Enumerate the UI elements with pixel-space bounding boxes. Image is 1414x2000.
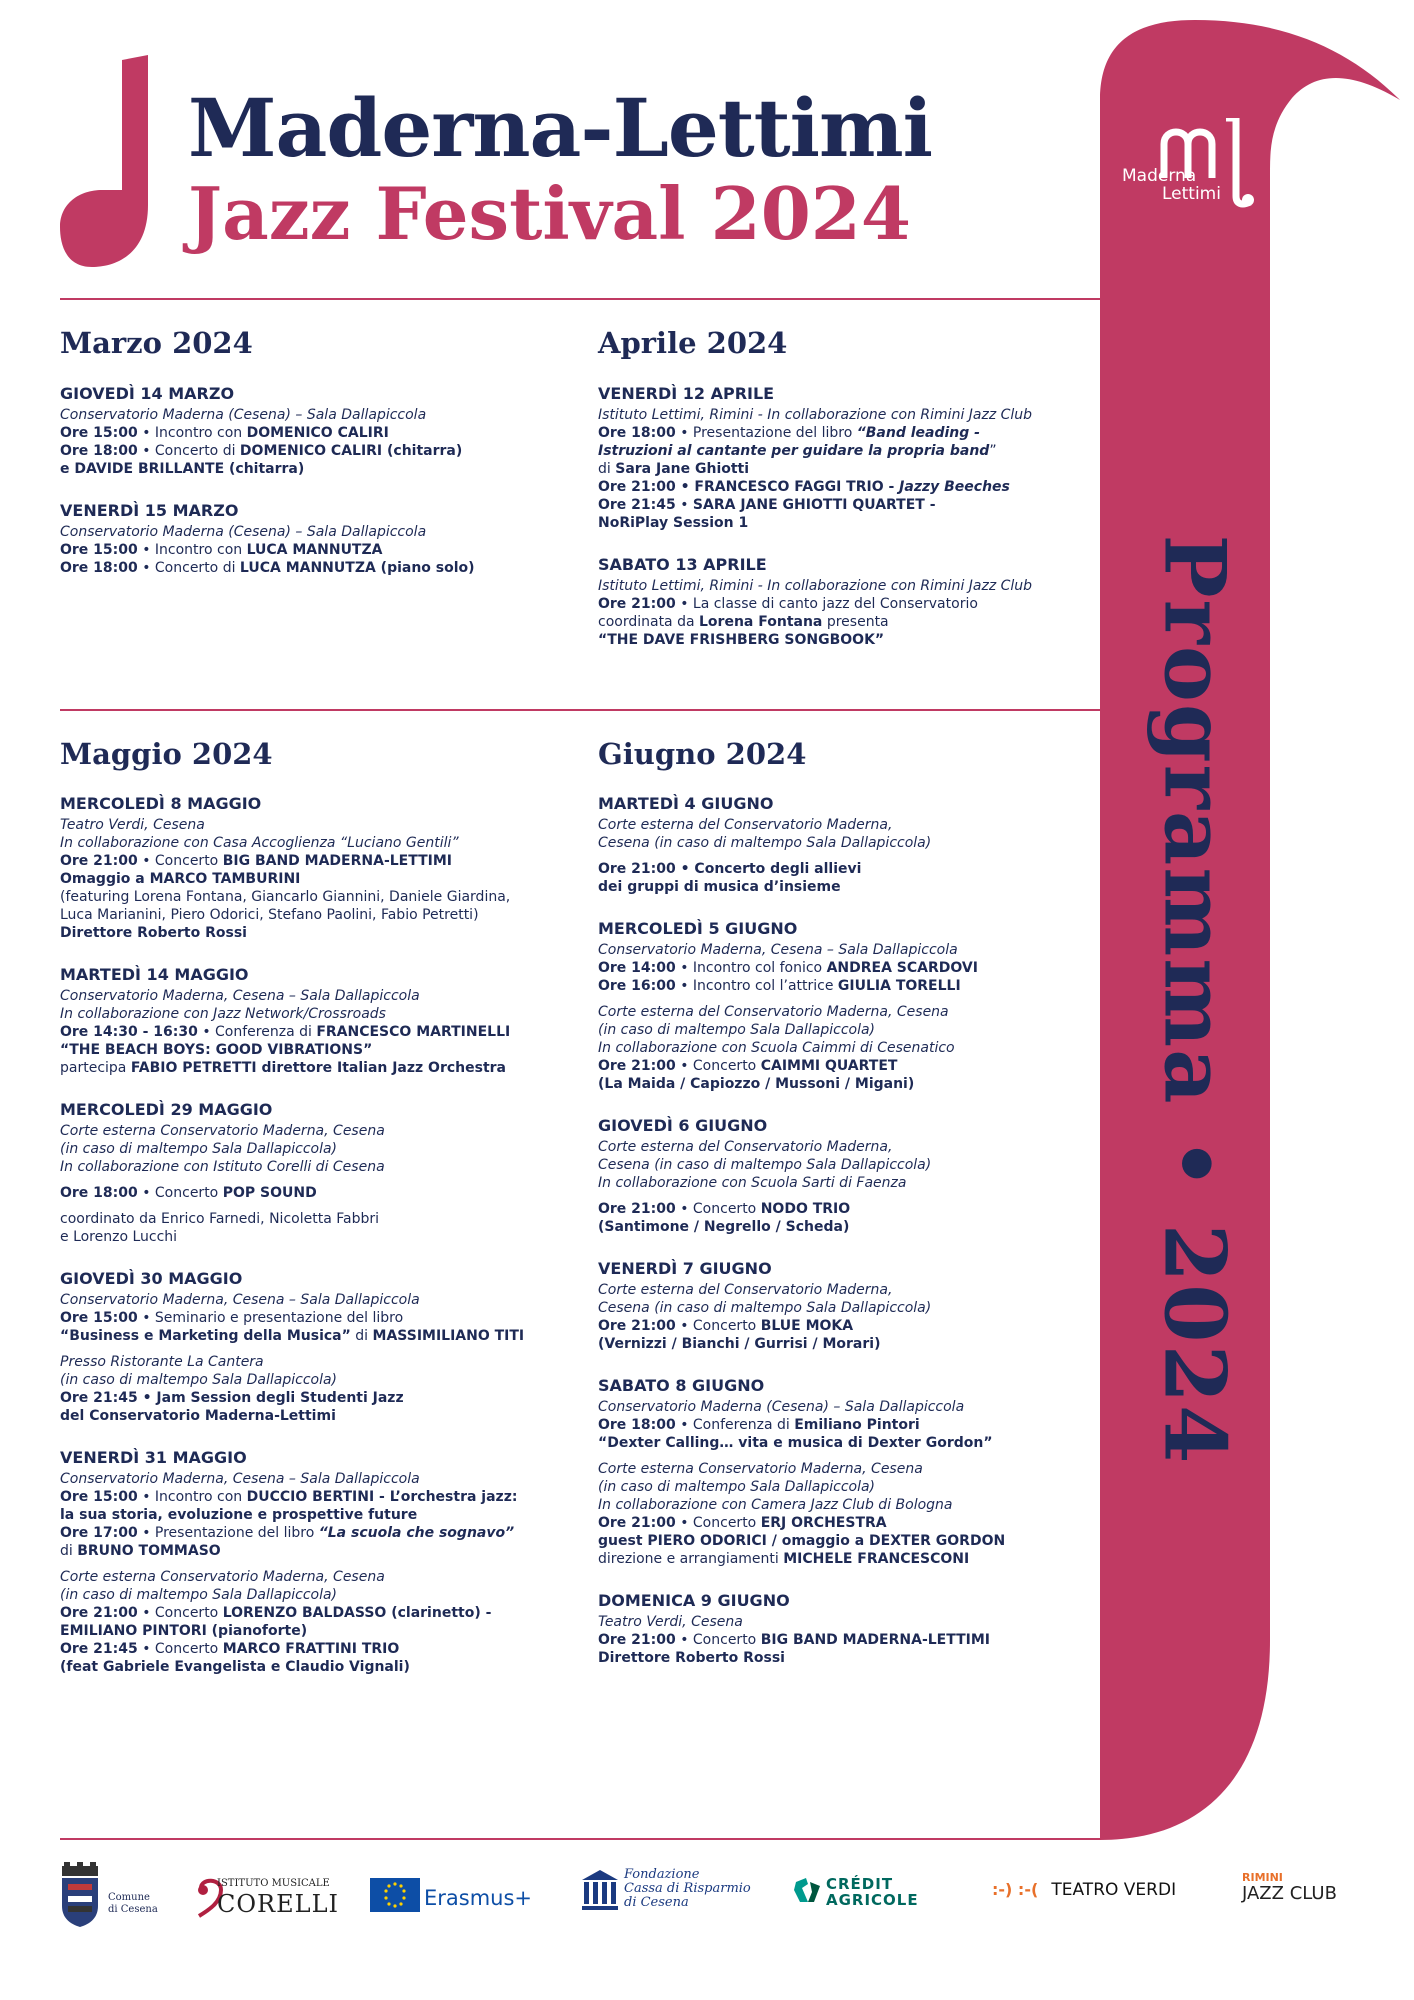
logo-text-lettimi: Lettimi: [1162, 184, 1221, 204]
event-block: [60, 1100, 570, 1246]
credit-text-2: AGRICOLE: [826, 1891, 919, 1909]
logo-text-maderna: Maderna: [1122, 166, 1197, 186]
event-line: Corte esterna del Conservatorio Maderna,: [598, 1282, 893, 1298]
event-date: SABATO 8 GIUGNO: [598, 1376, 765, 1395]
credit-text-1: CRÉDIT: [826, 1875, 894, 1893]
event-line: Corte esterna del Conservatorio Maderna, Cesena: [598, 1004, 949, 1020]
event-line: (in caso di maltempo Sala Dallapiccola): [60, 1587, 338, 1603]
event-line: (Vernizzi / Bianchi / Gurrisi / Morari): [598, 1336, 881, 1352]
event-line: (feat Gabriele Evangelista e Claudio Vignali): [60, 1659, 410, 1675]
logo-comune-cesena: [60, 1862, 158, 1932]
event-date: MERCOLEDÌ 29 MAGGIO: [60, 1100, 273, 1119]
event-block: [598, 1376, 1018, 1568]
logo-teatro-verdi: [992, 1880, 1176, 1900]
event-line: Ore 18:00 • Concerto di DOMENICO CALIRI (chitarra): [60, 443, 463, 459]
events-col-maggio: [60, 794, 570, 1699]
month-heading-maggio: Maggio 2024: [60, 737, 273, 771]
event-line: Cesena (in caso di maltempo Sala Dallapiccola): [598, 1300, 932, 1316]
event-line: e Lorenzo Lucchi: [60, 1229, 178, 1245]
event-line: Ore 17:00 • Presentazione del libro “La scuola che sognavo”: [60, 1525, 515, 1541]
event-block: [60, 1448, 570, 1676]
divider-middle: [60, 709, 1100, 711]
event-spacer: [60, 1560, 570, 1568]
teatro-verdi-text: TEATRO VERDI: [1051, 1880, 1177, 1900]
event-block: [60, 794, 570, 942]
event-line: dei gruppi di musica d’insieme: [598, 879, 841, 895]
event-line: Corte esterna del Conservatorio Maderna,: [598, 817, 893, 833]
erasmus-text: Erasmus+: [424, 1886, 533, 1910]
event-line: Istituto Lettimi, Rimini - In collaborazione con Rimini Jazz Club: [598, 407, 1033, 423]
event-line: la sua storia, evoluzione e prospettive future: [60, 1507, 418, 1523]
event-line: NoRiPlay Session 1: [598, 515, 749, 531]
event-date: MARTEDÌ 14 MAGGIO: [60, 965, 249, 984]
event-line: Ore 21:00 • Concerto CAIMMI QUARTET: [598, 1058, 898, 1074]
event-line: Cesena (in caso di maltempo Sala Dallapiccola): [598, 1157, 932, 1173]
event-line: “Dexter Calling… vita e musica di Dexter Gordon”: [598, 1435, 993, 1451]
event-line: Ore 21:00 • Concerto BIG BAND MADERNA-LETTIMI: [598, 1632, 991, 1648]
teatro-faces-icon: :-) :-(: [992, 1880, 1039, 1899]
event-spacer: [60, 1176, 570, 1184]
event-line: Conservatorio Maderna, Cesena – Sala Dallapiccola: [60, 1292, 420, 1308]
event-line: Ore 15:00 • Incontro con DOMENICO CALIRI: [60, 425, 389, 441]
event-line: Corte esterna del Conservatorio Maderna,: [598, 1139, 893, 1155]
event-line: (featuring Lorena Fontana, Giancarlo Giannini, Daniele Giardina,: [60, 889, 511, 905]
event-block: [598, 794, 1018, 896]
event-line: Ore 21:00 • Concerto NODO TRIO: [598, 1201, 851, 1217]
event-line: Ore 15:00 • Seminario e presentazione del libro: [60, 1310, 404, 1326]
event-line: Ore 21:00 • Concerto degli allievi: [598, 861, 862, 877]
event-line: Corte esterna Conservatorio Maderna, Cesena: [598, 1461, 923, 1477]
event-line: guest PIERO ODORICI / omaggio a DEXTER GORDON: [598, 1533, 1006, 1549]
event-line: “THE DAVE FRISHBERG SONGBOOK”: [598, 632, 885, 648]
corelli-small-text: ISTITUTO MUSICALE: [217, 1878, 330, 1889]
event-line: Ore 21:00 • Concerto LORENZO BALDASSO (clarinetto) -: [60, 1605, 492, 1621]
event-line: Ore 21:00 • Concerto ERJ ORCHESTRA: [598, 1515, 887, 1531]
event-line: Ore 21:45 • SARA JANE GHIOTTI QUARTET -: [598, 497, 936, 513]
event-date: MERCOLEDÌ 8 MAGGIO: [60, 794, 262, 813]
event-line: In collaborazione con Jazz Network/Crossroads: [60, 1006, 386, 1022]
event-block: [60, 384, 570, 478]
programma-2024-text: Programma • 2024: [1145, 534, 1245, 1466]
event-spacer: [598, 1192, 1018, 1200]
maderna-lettimi-logo: [1120, 118, 1290, 208]
event-spacer: [60, 1202, 570, 1210]
event-line: di Sara Jane Ghiotti: [598, 461, 750, 477]
event-block: [60, 501, 570, 577]
events-col-aprile: [598, 384, 1108, 672]
eu-flag-icon: [370, 1878, 420, 1912]
rimini-text: RIMINI: [1242, 1871, 1283, 1884]
events-col-marzo: [60, 384, 570, 600]
event-block: [598, 1591, 1018, 1667]
event-line: Ore 14:00 • Incontro col fonico ANDREA SCARDOVI: [598, 960, 978, 976]
event-line: Conservatorio Maderna, Cesena – Sala Dallapiccola: [60, 1471, 420, 1487]
festival-j-mark-icon: [60, 55, 170, 270]
logo-fondazione-cassa: [580, 1867, 751, 1916]
event-line: Conservatorio Maderna, Cesena – Sala Dallapiccola: [598, 942, 958, 958]
event-line: Ore 18:00 • Concerto POP SOUND: [60, 1185, 317, 1201]
divider-bottom: [60, 1838, 1100, 1840]
event-line: “THE BEACH BOYS: GOOD VIBRATIONS”: [60, 1042, 373, 1058]
event-line: del Conservatorio Maderna-Lettimi: [60, 1408, 336, 1424]
event-line: Corte esterna Conservatorio Maderna, Cesena: [60, 1123, 385, 1139]
event-line: Direttore Roberto Rossi: [598, 1650, 785, 1666]
event-line: Conservatorio Maderna, Cesena – Sala Dallapiccola: [60, 988, 420, 1004]
event-line: (in caso di maltempo Sala Dallapiccola): [60, 1372, 338, 1388]
event-line: In collaborazione con Casa Accoglienza “Luciano Gentili”: [60, 835, 459, 851]
event-line: In collaborazione con Camera Jazz Club di Bologna: [598, 1497, 953, 1513]
festival-title-line2: Jazz Festival 2024: [188, 171, 911, 256]
divider-top: [60, 298, 1100, 300]
event-block: [598, 555, 1108, 649]
event-line: e DAVIDE BRILLANTE (chitarra): [60, 461, 305, 477]
credit-agricole-symbol-icon: [792, 1876, 822, 1904]
jazz-club-text: JAZZ CLUB: [1242, 1883, 1337, 1904]
event-line: Ore 14:30 - 16:30 • Conferenza di FRANCESCO MARTINELLI: [60, 1024, 511, 1040]
event-spacer: [598, 995, 1018, 1003]
sponsor-strip: [60, 1862, 1337, 1932]
event-date: MARTEDÌ 4 GIUGNO: [598, 794, 774, 813]
month-heading-aprile: Aprile 2024: [598, 326, 788, 360]
event-line: Ore 21:00 • Concerto BLUE MOKA: [598, 1318, 854, 1334]
event-line: Conservatorio Maderna (Cesena) – Sala Dallapiccola: [598, 1399, 965, 1415]
event-spacer: [598, 1452, 1018, 1460]
event-line: Conservatorio Maderna (Cesena) – Sala Dallapiccola: [60, 524, 427, 540]
event-line: Ore 21:45 • Concerto MARCO FRATTINI TRIO: [60, 1641, 400, 1657]
event-line: (in caso di maltempo Sala Dallapiccola): [60, 1141, 338, 1157]
event-line: Omaggio a MARCO TAMBURINI: [60, 871, 301, 887]
event-line: Direttore Roberto Rossi: [60, 925, 247, 941]
fondazione-temple-icon: [580, 1868, 620, 1912]
event-spacer: [598, 852, 1018, 860]
event-line: direzione e arrangiamenti MICHELE FRANCESCONI: [598, 1551, 970, 1567]
event-line: Ore 18:00 • Conferenza di Emiliano Pintori: [598, 1417, 920, 1433]
event-date: SABATO 13 APRILE: [598, 555, 767, 574]
event-date: VENERDÌ 15 MARZO: [60, 501, 239, 520]
event-block: [60, 965, 570, 1077]
event-line: Ore 18:00 • Presentazione del libro “Band leading -: [598, 425, 980, 441]
cesena-coat-of-arms-icon: [60, 1862, 100, 1928]
event-spacer: [60, 1345, 570, 1353]
event-date: VENERDÌ 7 GIUGNO: [598, 1259, 772, 1278]
event-block: [598, 1116, 1018, 1236]
logo-credit-agricole: [792, 1875, 919, 1909]
event-line: In collaborazione con Scuola Sarti di Faenza: [598, 1175, 907, 1191]
event-line: (Santimone / Negrello / Scheda): [598, 1219, 850, 1235]
event-line: Teatro Verdi, Cesena: [598, 1614, 743, 1630]
event-line: Ore 16:00 • Incontro col l’attrice GIULIA TORELLI: [598, 978, 961, 994]
events-col-giugno: [598, 794, 1018, 1690]
event-date: GIOVEDÌ 6 GIUGNO: [598, 1116, 768, 1135]
event-block: [598, 1259, 1018, 1353]
event-line: Ore 15:00 • Incontro con DUCCIO BERTINI - L’orchestra jazz:: [60, 1489, 518, 1505]
event-line: (La Maida / Capiozzo / Mussoni / Migani): [598, 1076, 915, 1092]
month-heading-giugno: Giugno 2024: [598, 737, 807, 771]
event-date: GIOVEDÌ 30 MAGGIO: [60, 1269, 243, 1288]
event-date: VENERDÌ 31 MAGGIO: [60, 1448, 247, 1467]
comune-text-1: Comune: [108, 1892, 150, 1903]
event-line: Ore 21:00 • Concerto BIG BAND MADERNA-LETTIMI: [60, 853, 453, 869]
event-line: partecipa FABIO PETRETTI direttore Italian Jazz Orchestra: [60, 1060, 506, 1076]
event-line: di BRUNO TOMMASO: [60, 1543, 221, 1559]
event-line: Luca Marianini, Piero Odorici, Stefano Paolini, Fabio Petretti): [60, 907, 479, 923]
event-line: Conservatorio Maderna (Cesena) – Sala Dallapiccola: [60, 407, 427, 423]
event-line: Istruzioni al cantante per guidare la propria band”: [598, 443, 997, 459]
event-line: coordinata da Lorena Fontana presenta: [598, 614, 889, 630]
event-date: VENERDÌ 12 APRILE: [598, 384, 775, 403]
event-line: Istituto Lettimi, Rimini - In collaborazione con Rimini Jazz Club: [598, 578, 1033, 594]
comune-text-2: di Cesena: [108, 1904, 158, 1915]
event-line: coordinato da Enrico Farnedi, Nicoletta Fabbri: [60, 1211, 379, 1227]
fondazione-text-3: di Cesena: [624, 1895, 689, 1910]
event-line: “Business e Marketing della Musica” di MASSIMILIANO TITI: [60, 1328, 525, 1344]
event-date: GIOVEDÌ 14 MARZO: [60, 384, 235, 403]
fondazione-text-2: Cassa di Risparmio: [624, 1881, 751, 1896]
event-line: Ore 15:00 • Incontro con LUCA MANNUTZA: [60, 542, 383, 558]
event-line: In collaborazione con Scuola Caimmi di Cesenatico: [598, 1040, 955, 1056]
event-block: [598, 919, 1018, 1093]
event-block: [60, 1269, 570, 1425]
event-line: (in caso di maltempo Sala Dallapiccola): [598, 1022, 876, 1038]
event-block: [598, 384, 1108, 532]
event-line: Presso Ristorante La Cantera: [60, 1354, 264, 1370]
event-line: In collaborazione con Istituto Corelli di Cesena: [60, 1159, 385, 1175]
event-date: MERCOLEDÌ 5 GIUGNO: [598, 919, 798, 938]
event-line: Ore 18:00 • Concerto di LUCA MANNUTZA (piano solo): [60, 560, 475, 576]
fondazione-text-1: Fondazione: [624, 1867, 700, 1882]
corelli-name-text: CORELLI: [217, 1890, 339, 1918]
event-line: Ore 21:00 • La classe di canto jazz del Conservatorio: [598, 596, 978, 612]
event-line: Ore 21:45 • Jam Session degli Studenti Jazz: [60, 1390, 404, 1406]
event-date: DOMENICA 9 GIUGNO: [598, 1591, 790, 1610]
logo-erasmus: [370, 1878, 533, 1916]
event-line: (in caso di maltempo Sala Dallapiccola): [598, 1479, 876, 1495]
event-line: Ore 21:00 • FRANCESCO FAGGI TRIO - Jazzy Beeches: [598, 479, 1010, 495]
event-line: EMILIANO PINTORI (pianoforte): [60, 1623, 308, 1639]
event-line: Corte esterna Conservatorio Maderna, Cesena: [60, 1569, 385, 1585]
logo-rimini-jazz-club: [1242, 1872, 1337, 1904]
festival-title-line1: Maderna-Lettimi: [188, 81, 933, 175]
event-line: Teatro Verdi, Cesena: [60, 817, 205, 833]
month-heading-marzo: Marzo 2024: [60, 326, 253, 360]
event-line: Cesena (in caso di maltempo Sala Dallapiccola): [598, 835, 932, 851]
